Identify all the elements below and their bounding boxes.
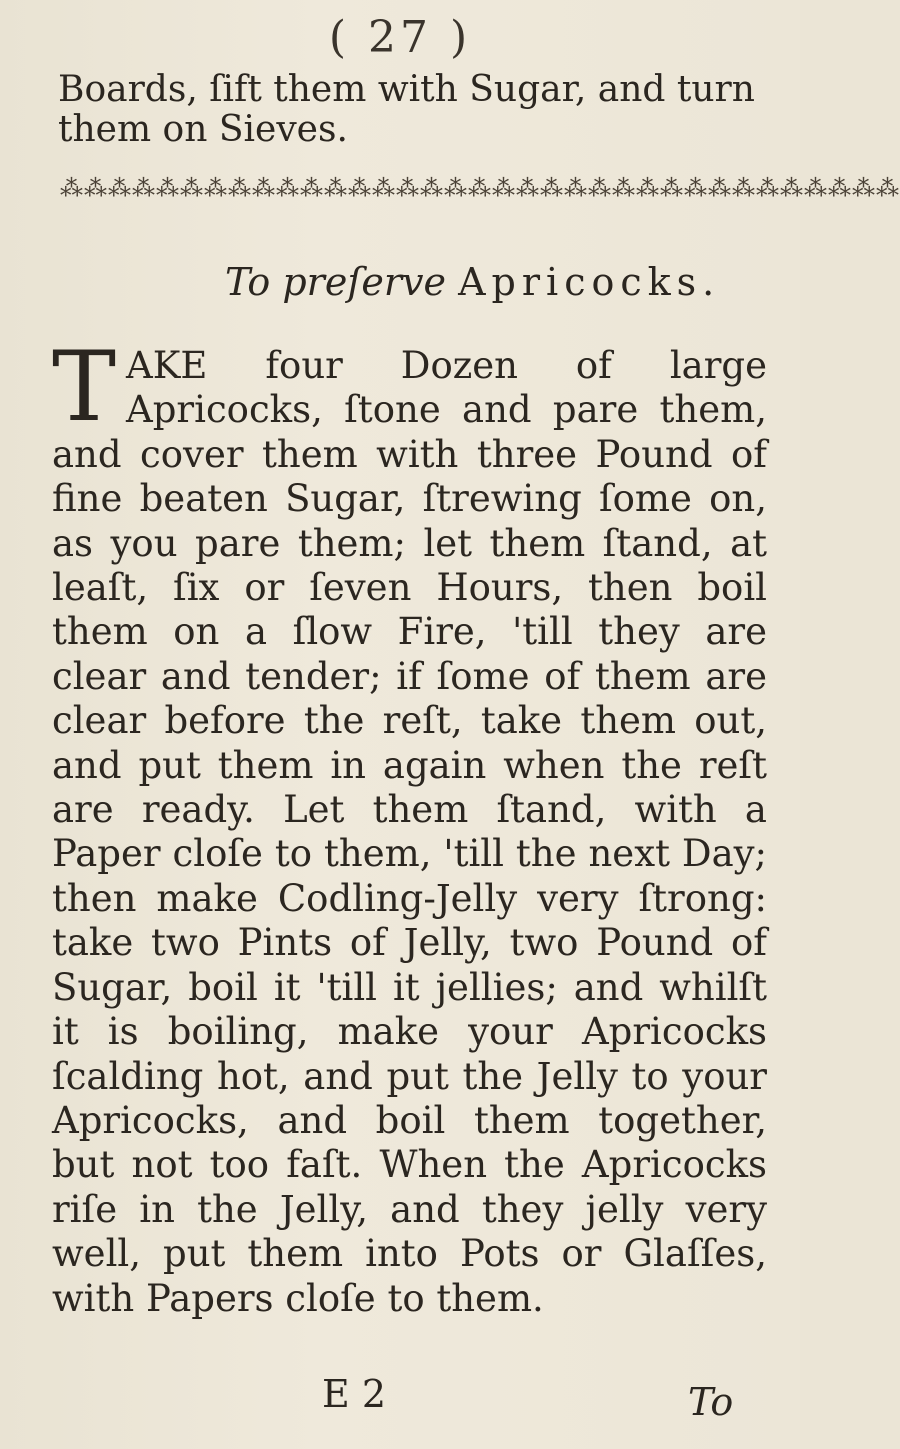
continued-text: Boards, ſift them with Sugar, and turn them on Sieves.	[58, 69, 755, 150]
page-number: ( 27 )	[328, 12, 472, 63]
ornamental-divider: ⁂⁂⁂⁂⁂⁂⁂⁂⁂⁂⁂⁂⁂⁂⁂⁂⁂⁂⁂⁂⁂⁂⁂⁂⁂⁂⁂⁂⁂⁂⁂⁂⁂⁂⁂	[60, 176, 900, 202]
heading-title: Apricocks.	[458, 260, 721, 304]
recipe-text: AKE four Dozen of large Apricocks, ſtone and pare them, and cover them with three Pound of fine beaten Sugar, ſtrewing ſome on, as you pare them; let them ſtand, at leaſt, ſix or ſeven Hours, then boil them on a ſlow Fire, 'till they are clear and tender; if ſome of them are clear before the reſt, take them out, and put them in again when the reſt are ready. Let them ſtand, with a Paper cloſe to them, 'till the next Day; then make Codling-Jelly very ſtrong: take two Pints of Jelly, two Pound of Sugar, boil it 'till it jellies; and whilſt it is boiling, make your Apricocks ſcalding hot, and put the Jelly to your Apricocks, and boil them together, but not too faſt. When the Apricocks riſe in the Jelly, and they jelly very well, put them into Pots or Glaſſes, with Papers cloſe to them.	[52, 344, 767, 1320]
heading-prefix: To preſerve	[225, 260, 447, 304]
recipe-body	[52, 331, 767, 1321]
drop-cap: T	[52, 331, 117, 443]
catchword: To	[688, 1380, 734, 1424]
signature-mark: E 2	[322, 1372, 386, 1416]
recipe-heading	[225, 260, 785, 304]
